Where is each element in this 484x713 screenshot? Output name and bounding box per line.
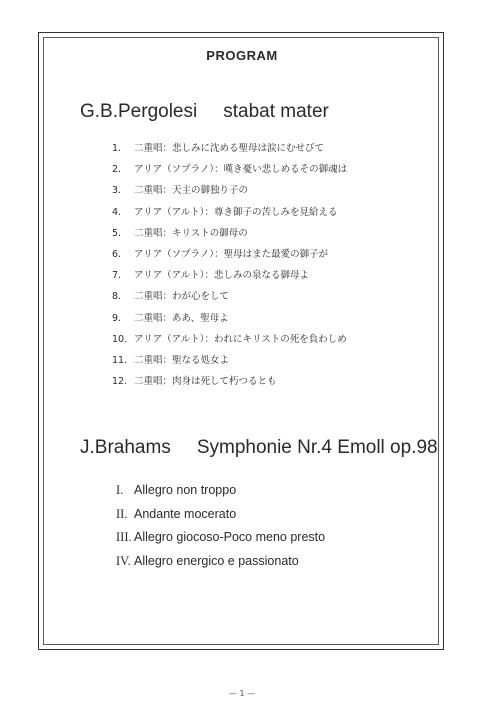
item-number: 2. bbox=[112, 164, 122, 176]
movement-number: I. bbox=[116, 483, 124, 497]
item-number: 1. bbox=[112, 143, 122, 154]
item-text: 二重唱：わが心をして bbox=[134, 291, 230, 303]
symphonie-movement-list bbox=[116, 479, 325, 573]
item-text: アリア（ソプラノ）：嘆き憂い悲しめるその御魂は bbox=[134, 164, 348, 176]
movement-text: Allegro energico e passionato bbox=[134, 553, 299, 568]
brahams-title bbox=[80, 437, 438, 459]
item-text: 二重唱：天主の御独り子の bbox=[134, 185, 249, 197]
item-text: アリア（アルト）：尊き御子の苦しみを見給える bbox=[134, 206, 338, 218]
list-item bbox=[112, 329, 347, 350]
item-number: 11. bbox=[112, 354, 128, 366]
item-text: 二重唱：キリストの御母の bbox=[134, 227, 248, 239]
item-number: 5. bbox=[112, 227, 122, 239]
list-item bbox=[112, 159, 347, 180]
movement-number: III. bbox=[116, 530, 132, 544]
item-text: アリア（ソプラノ）：聖母はまた最愛の御子が bbox=[134, 248, 329, 260]
list-item bbox=[112, 244, 347, 265]
list-item bbox=[112, 138, 347, 159]
list-item bbox=[116, 479, 325, 503]
list-item bbox=[112, 265, 347, 286]
item-number: 10. bbox=[112, 333, 128, 345]
item-number: 9. bbox=[112, 312, 122, 324]
work-name: Symphonie Nr.4 Emoll op.98 bbox=[196, 437, 438, 458]
list-item bbox=[116, 550, 325, 574]
item-text: 二重唱：悲しみに沈める聖母は涙にむせびて bbox=[134, 143, 325, 154]
item-text: アリア（アルト）：悲しみの泉なる御母よ bbox=[134, 270, 309, 282]
item-number: 12. bbox=[112, 376, 128, 388]
composer-name: G.B.Pergolesi bbox=[80, 101, 198, 122]
movement-text: Allegro non troppo bbox=[134, 483, 237, 497]
list-item bbox=[116, 526, 325, 550]
composer-name: J.Brahams bbox=[80, 437, 171, 458]
item-number: 8. bbox=[112, 291, 122, 303]
program-heading: PROGRAM bbox=[206, 48, 278, 63]
item-text: 二重唱：ああ、聖母よ bbox=[134, 312, 229, 324]
page-number: — 1 — bbox=[228, 689, 256, 698]
stabat-mater-list bbox=[112, 138, 347, 392]
list-item bbox=[112, 308, 347, 329]
list-item bbox=[112, 202, 347, 223]
list-item bbox=[112, 371, 347, 392]
item-number: 6. bbox=[112, 248, 122, 260]
item-number: 7. bbox=[112, 270, 122, 282]
pergolesi-title bbox=[80, 101, 329, 123]
list-item bbox=[112, 223, 347, 244]
movement-number: IV. bbox=[116, 553, 131, 568]
item-text: 二重唱：聖なる処女よ bbox=[134, 354, 230, 366]
work-name: stabat mater bbox=[223, 101, 329, 122]
item-number: 3. bbox=[112, 185, 122, 197]
movement-text: Allegro giocoso-Poco meno presto bbox=[134, 530, 326, 544]
list-item bbox=[112, 286, 347, 307]
list-item bbox=[116, 503, 325, 527]
list-item bbox=[112, 180, 347, 201]
item-number: 4. bbox=[112, 206, 122, 218]
list-item bbox=[112, 350, 347, 371]
movement-text: Andante mocerato bbox=[134, 506, 237, 521]
item-text: 二重唱：肉身は死して朽つるとも bbox=[134, 376, 277, 388]
item-text: アリア（アルト）：われにキリストの死を負わしめ bbox=[134, 333, 347, 345]
movement-number: II. bbox=[116, 506, 128, 521]
